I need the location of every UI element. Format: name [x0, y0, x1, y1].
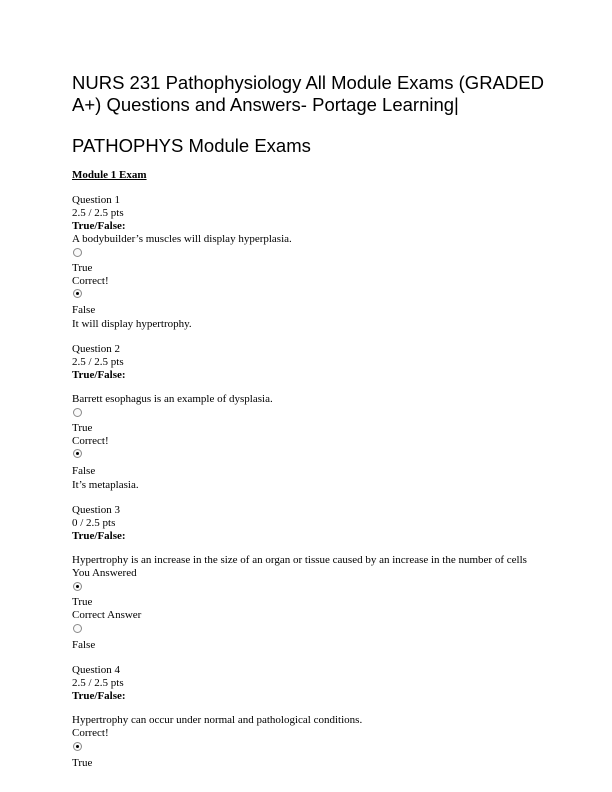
q2-text: Barrett esophagus is an example of dysplasia. [72, 393, 273, 405]
q4-text: Hypertrophy can occur under normal and pathological conditions. [72, 714, 363, 726]
q3-you-answered: You Answered [72, 567, 137, 579]
q1-radio-true[interactable] [73, 248, 82, 257]
q3-label: Question 3 [72, 504, 120, 516]
q4-score: 2.5 / 2.5 pts [72, 677, 124, 689]
q4-option-true: True [72, 757, 93, 769]
q1-type: True/False: [72, 220, 126, 232]
q2-option-false: False [72, 465, 96, 477]
q1-label: Question 1 [72, 194, 120, 206]
q1-option-true: True [72, 262, 93, 274]
q4-label: Question 4 [72, 664, 120, 676]
q2-feedback: Correct! [72, 435, 109, 447]
q2-radio-false[interactable] [73, 449, 82, 458]
q1-radio-false[interactable] [73, 289, 82, 298]
q4-feedback: Correct! [72, 727, 109, 739]
q1-feedback: Correct! [72, 275, 109, 287]
q1-option-false: False [72, 304, 96, 316]
q4-type: True/False: [72, 690, 126, 702]
q3-correct-answer: Correct Answer [72, 609, 142, 621]
q3-option-false: False [72, 639, 96, 651]
q2-score: 2.5 / 2.5 pts [72, 356, 124, 368]
q2-type: True/False: [72, 369, 126, 381]
q1-text: A bodybuilder’s muscles will display hyperplasia. [72, 233, 292, 245]
q3-score: 0 / 2.5 pts [72, 517, 116, 529]
q3-radio-false[interactable] [73, 624, 82, 633]
section-heading: Module 1 Exam [72, 169, 147, 181]
q2-label: Question 2 [72, 343, 120, 355]
q3-radio-true[interactable] [73, 582, 82, 591]
doc-title-line-1: NURS 231 Pathophysiology All Module Exams (GRADED [72, 72, 544, 93]
q2-explanation: It’s metaplasia. [72, 479, 139, 491]
doc-subtitle: PATHOPHYS Module Exams [72, 135, 311, 156]
doc-title-line-2: A+) Questions and Answers- Portage Learning| [72, 94, 459, 115]
q3-type: True/False: [72, 530, 126, 542]
q3-text: Hypertrophy is an increase in the size of an organ or tissue caused by an increase in the number of cells [72, 554, 527, 566]
q1-score: 2.5 / 2.5 pts [72, 207, 124, 219]
q3-option-true: True [72, 596, 93, 608]
q2-radio-true[interactable] [73, 408, 82, 417]
q2-option-true: True [72, 422, 93, 434]
q4-radio-true[interactable] [73, 742, 82, 751]
q1-explanation: It will display hypertrophy. [72, 318, 192, 330]
